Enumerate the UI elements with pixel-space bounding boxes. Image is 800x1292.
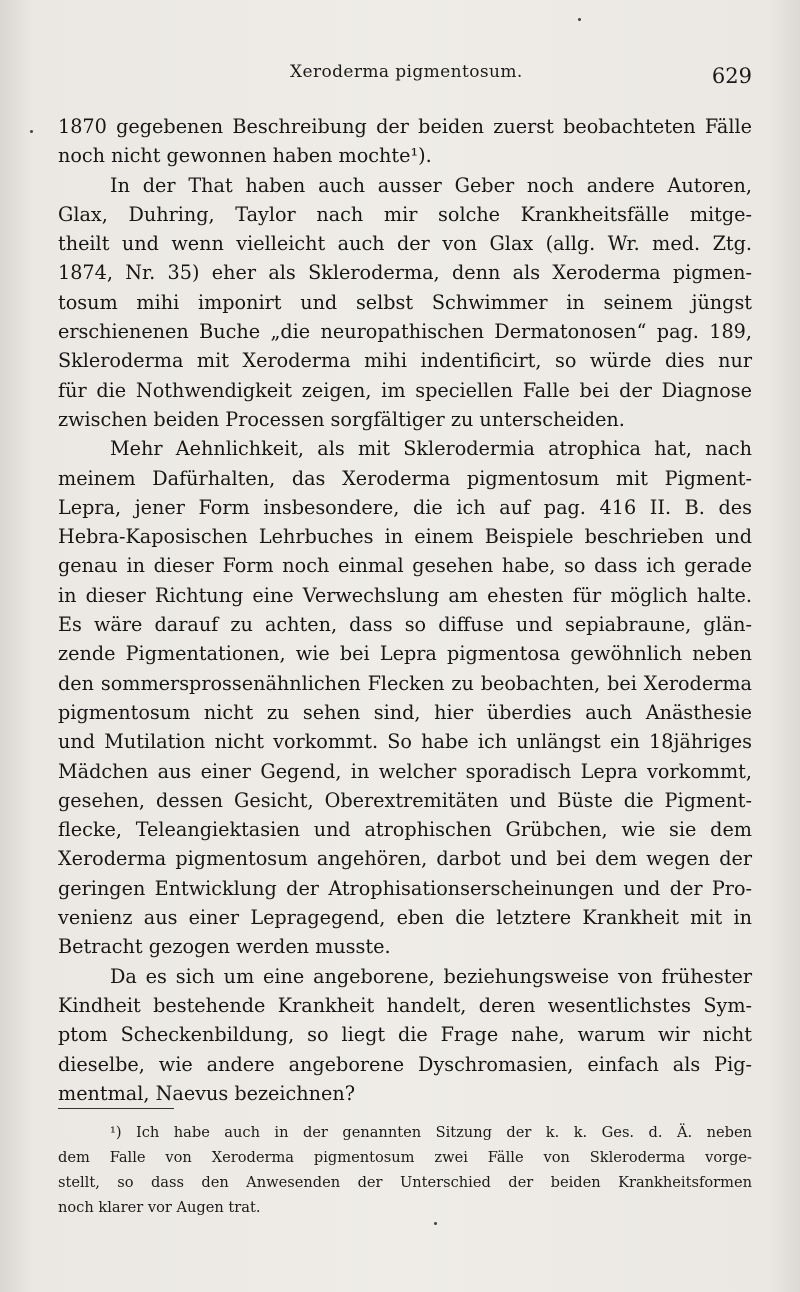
text-line: Glax, Duhring, Taylor nach mir solche Krankheitsfälle mitge-: [58, 202, 752, 226]
running-head: [0, 62, 800, 92]
text-line: In der That haben auch ausser Geber noch andere Autoren,: [110, 173, 752, 197]
paragraph: [58, 112, 752, 171]
text-line: Kindheit bestehende Krankheit handelt, deren wesentlichstes Sym-: [58, 993, 752, 1017]
text-line: den sommersprossenähnlichen Flecken zu beobachten, bei Xeroderma: [58, 671, 752, 695]
text-line: Mehr Aehnlichkeit, als mit Sklerodermia atrophica hat, nach: [110, 437, 752, 461]
text-line: Betracht gezogen werden musste.: [58, 935, 391, 959]
text-line: Da es sich um eine angeborene, beziehungsweise von frühester: [110, 964, 752, 988]
paragraph: [58, 171, 752, 435]
footnote-line: dem Falle von Xeroderma pigmentosum zwei Fälle von Skleroderma vorge-: [58, 1149, 752, 1166]
footnote-line: stellt, so dass den Anwesenden der Unterschied der beiden Krankheitsformen: [58, 1174, 752, 1191]
text-line: genau in dieser Form noch einmal gesehen habe, so dass ich gerade: [58, 554, 752, 578]
text-line: Xeroderma pigmentosum angehören, darbot und bei dem wegen der: [58, 847, 752, 871]
running-title: Xeroderma pigmentosum.: [290, 62, 523, 82]
text-line: dieselbe, wie andere angeborene Dyschromasien, einfach als Pig-: [58, 1052, 752, 1076]
paper-speck: [30, 130, 33, 133]
text-line: mentmal, Naevus bezeichnen?: [58, 1081, 356, 1105]
text-line: geringen Entwicklung der Atrophisationserscheinungen und der Pro-: [58, 876, 752, 900]
text-line: 1874, Nr. 35) eher als Skleroderma, denn als Xeroderma pigmen-: [58, 261, 752, 285]
text-line: noch nicht gewonnen haben mochte¹).: [58, 144, 432, 168]
footnote: [58, 1120, 752, 1220]
footnote-line: noch klarer vor Augen trat.: [58, 1199, 261, 1216]
paper-speck: [434, 1222, 437, 1225]
paragraph: [58, 434, 752, 961]
text-line: für die Nothwendigkeit zeigen, im speciellen Falle bei der Diagnose: [58, 378, 752, 402]
page-number: 629: [711, 64, 752, 88]
text-line: Skleroderma mit Xeroderma mihi indentificirt, so würde dies nur: [58, 349, 752, 373]
text-line: zwischen beiden Processen sorgfältiger zu unterscheiden.: [58, 407, 625, 431]
text-line: tosum mihi imponirt und selbst Schwimmer in seinem jüngst: [58, 290, 752, 314]
text-line: Lepra, jener Form insbesondere, die ich auf pag. 416 II. B. des: [58, 495, 752, 519]
footnote-divider: [58, 1108, 174, 1109]
text-line: venienz aus einer Lepragegend, eben die letztere Krankheit mit in: [58, 906, 752, 930]
text-line: und Mutilation nicht vorkommt. So habe ich unlängst ein 18jähriges: [58, 730, 752, 754]
text-line: Es wäre darauf zu achten, dass so diffuse und sepiabraune, glän-: [58, 613, 752, 637]
text-line: ptom Scheckenbildung, so liegt die Frage nahe, warum wir nicht: [58, 1023, 752, 1047]
footnote-line: ¹) Ich habe auch in der genannten Sitzung der k. k. Ges. d. Ä. neben: [110, 1124, 752, 1141]
text-line: meinem Dafürhalten, das Xeroderma pigmentosum mit Pigment-: [58, 466, 752, 490]
text-line: erschienenen Buche „die neuropathischen Dermatonosen“ pag. 189,: [58, 320, 752, 344]
paper-speck: [578, 18, 581, 21]
text-line: 1870 gegebenen Beschreibung der beiden zuerst beobachteten Fälle: [58, 115, 752, 138]
text-line: pigmentosum nicht zu sehen sind, hier überdies auch Anästhesie: [58, 700, 752, 724]
text-line: Mädchen aus einer Gegend, in welcher sporadisch Lepra vorkommt,: [58, 759, 752, 783]
text-line: zende Pigmentationen, wie bei Lepra pigmentosa gewöhnlich neben: [58, 642, 752, 666]
text-line: flecke, Teleangiektasien und atrophischen Grübchen, wie sie dem: [58, 818, 752, 842]
text-line: theilt und wenn vielleicht auch der von Glax (allg. Wr. med. Ztg.: [58, 232, 752, 256]
text-line: gesehen, dessen Gesicht, Oberextremitäten und Büste die Pigment-: [58, 788, 752, 812]
text-line: in dieser Richtung eine Verwechslung am ehesten für möglich halte.: [58, 583, 752, 607]
body-text: [58, 112, 752, 1108]
paragraph: [58, 962, 752, 1108]
text-line: Hebra-Kaposischen Lehrbuches in einem Beispiele beschrieben und: [58, 525, 752, 549]
